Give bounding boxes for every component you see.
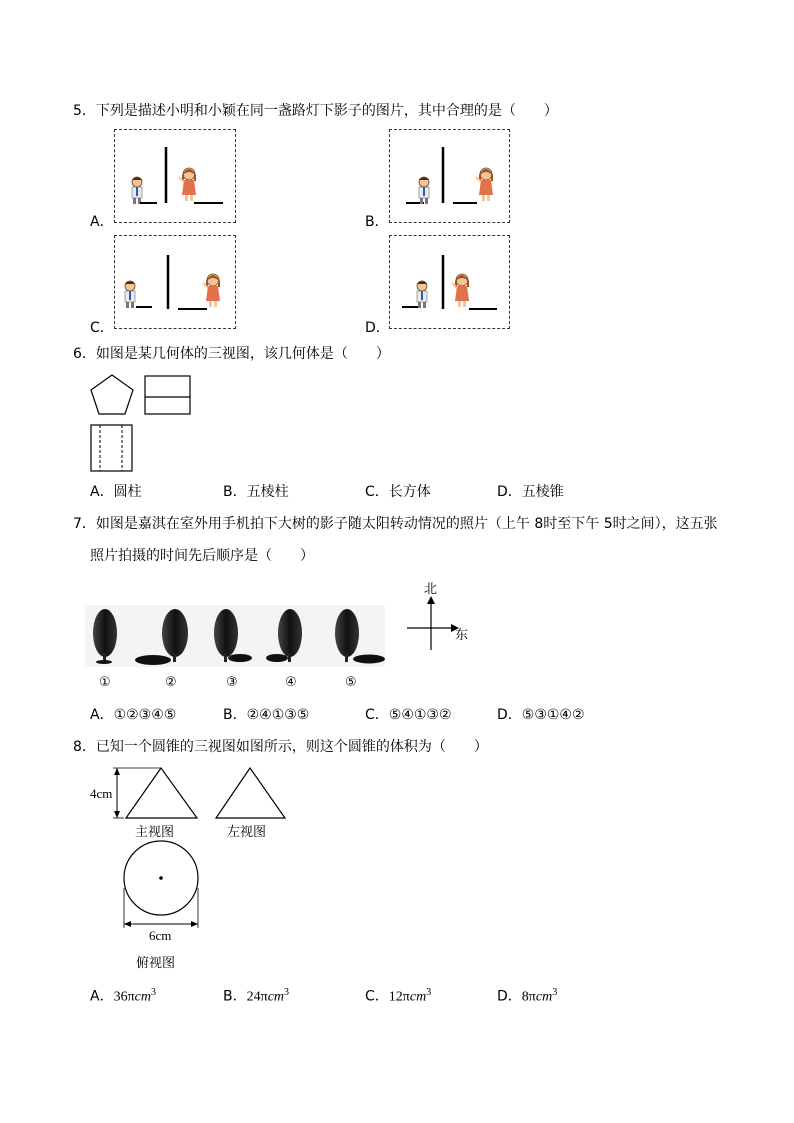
q5-option-b-figure[interactable] xyxy=(389,129,510,223)
q7-photo-label-5: ⑤ xyxy=(345,675,357,690)
compass-east-label: 东 xyxy=(455,628,469,643)
girl-figure xyxy=(452,274,469,307)
boy-figure xyxy=(419,177,429,204)
q8-front-view-label: 主视图 xyxy=(135,825,175,840)
q6-option-d[interactable]: D．五棱锥 xyxy=(497,484,564,500)
q5-option-a-label[interactable]: A． xyxy=(90,214,114,230)
girl-figure xyxy=(179,168,196,201)
q8-height-label: 4cm xyxy=(90,786,113,801)
q7-tree-photos xyxy=(85,605,385,670)
q7-number: 7． xyxy=(73,516,96,532)
q7-photo-label-1: ① xyxy=(99,675,111,690)
q7-option-a[interactable]: A．①②③④⑤ xyxy=(90,707,177,723)
q7-photo-label-4: ④ xyxy=(285,675,297,690)
q5-option-d-figure[interactable] xyxy=(389,235,510,329)
q5-d-scene xyxy=(390,236,509,328)
rectangle-front-view xyxy=(145,376,190,414)
q6-option-c[interactable]: C．长方体 xyxy=(365,484,431,500)
girl-figure xyxy=(203,274,220,307)
girl-figure xyxy=(476,168,493,201)
boy-figure xyxy=(417,281,427,308)
q5-number: 5． xyxy=(73,103,96,119)
boy-figure xyxy=(125,281,135,308)
compass-north-label: 北 xyxy=(424,582,438,597)
q7-stem-line1 xyxy=(73,514,718,534)
q5-option-a-figure[interactable] xyxy=(114,129,236,223)
front-view-triangle xyxy=(126,768,197,818)
q5-option-d-label[interactable]: D． xyxy=(365,320,390,336)
left-view-triangle xyxy=(216,768,285,818)
boy-figure xyxy=(132,177,142,204)
q8-left-view-label: 左视图 xyxy=(227,825,267,840)
q7-option-c[interactable]: C．⑤④①③② xyxy=(365,707,452,723)
q5-option-b-label[interactable]: B． xyxy=(365,214,389,230)
q8-stem xyxy=(73,737,488,757)
rectangle-side-view xyxy=(91,425,132,471)
q8-option-d[interactable]: D．8πcm$^3$ xyxy=(497,987,558,1005)
q5-stem xyxy=(73,101,558,121)
q8-top-view xyxy=(118,838,206,930)
q8-option-b[interactable]: B．24πcm$^3$ xyxy=(223,987,290,1005)
q7-option-b[interactable]: B．②④①③⑤ xyxy=(223,707,310,723)
q6-number: 6． xyxy=(73,346,96,362)
q6-text: 如图是某几何体的三视图，该几何体是（ ） xyxy=(95,346,390,362)
q8-diameter-label: 6cm xyxy=(149,928,172,943)
q5-option-c-label[interactable]: C． xyxy=(90,320,114,336)
q8-text: 已知一个圆锥的三视图如图所示，则这个圆锥的体积为（ ） xyxy=(95,739,488,755)
q7-option-d[interactable]: D．⑤③①④② xyxy=(497,707,585,723)
q8-number: 8． xyxy=(73,739,96,755)
q7-photo-label-2: ② xyxy=(165,675,177,690)
q5-a-scene xyxy=(115,130,235,222)
q5-text: 下列是描述小明和小颖在同一盏路灯下影子的图片，其中合理的是（ ） xyxy=(95,103,558,119)
q5-b-scene xyxy=(390,130,509,222)
q8-top-view-label: 俯视图 xyxy=(136,956,176,971)
q8-option-a[interactable]: A．36πcm$^3$ xyxy=(90,987,156,1005)
q5-option-c-figure[interactable] xyxy=(114,235,236,329)
q6-three-views xyxy=(85,370,195,475)
q5-c-scene xyxy=(115,236,235,328)
q6-option-b[interactable]: B．五棱柱 xyxy=(223,484,289,500)
q7-text-line1: 如图是嘉淇在室外用手机拍下大树的影子随太阳转动情况的照片（上午 8时至下午 5时之间），这五张 xyxy=(95,516,718,532)
q7-stem-line2: 照片拍摄的时间先后顺序是（ ） xyxy=(90,548,314,564)
q6-stem xyxy=(73,344,390,364)
q7-photo-label-3: ③ xyxy=(226,675,238,690)
q8-front-left-views xyxy=(110,765,290,825)
q6-option-a[interactable]: A．圆柱 xyxy=(90,484,142,500)
q8-option-c[interactable]: C．12πcm$^3$ xyxy=(365,987,432,1005)
pentagon-top-view xyxy=(91,375,133,414)
